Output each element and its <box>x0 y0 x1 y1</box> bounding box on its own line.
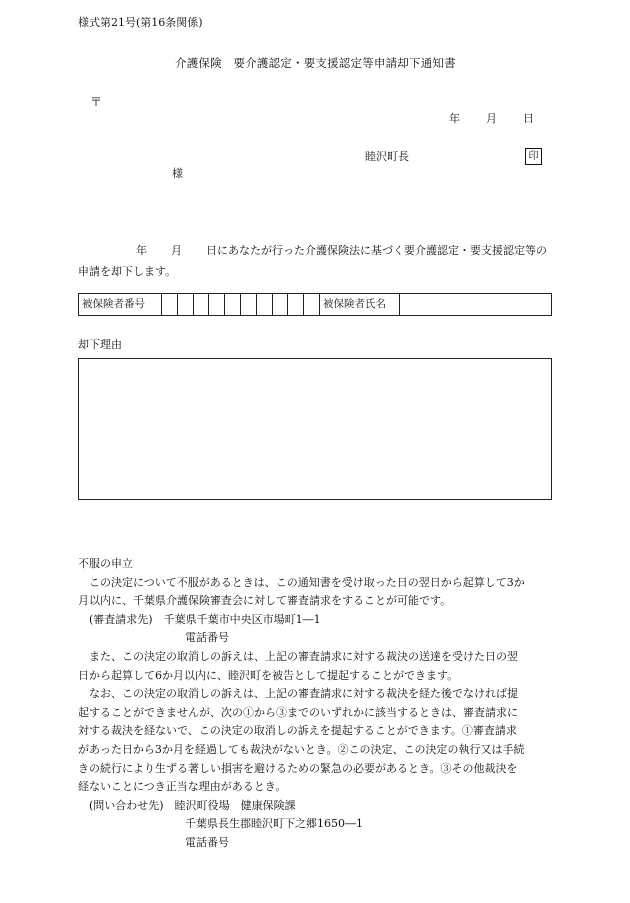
seal-stamp-box: 印 <box>525 148 542 165</box>
contact-office-line <box>78 797 558 816</box>
appeal-section <box>78 555 558 853</box>
appeal-line: この決定について不服があるときは、この通知書を受け取った日の翌日から起算して3か <box>89 575 525 589</box>
appeal-para2-line: 日から起算して6か月以内に、睦沢町を被告として提起することができます。 <box>78 668 459 682</box>
contact-office: 睦沢町役場 健康保険課 <box>174 798 296 812</box>
rejection-reason-label: 却下理由 <box>78 338 122 351</box>
rejection-reason-box[interactable] <box>78 358 552 500</box>
appeal-para3-line: きの続行により生ずる著しい損害を避けるための緊急の必要があるとき。③その他裁決を <box>78 761 518 775</box>
insured-number-digit-box[interactable] <box>288 294 304 315</box>
body-statement-text: 日にあなたが行った介護保険法に基づく要介護認定・要支援認定等の申請を却下します。 <box>78 244 547 278</box>
appeal-heading: 不服の申立 <box>78 557 133 570</box>
form-number: 様式第21号(第16条関係) <box>78 16 203 29</box>
insured-number-digit-box[interactable] <box>178 294 194 315</box>
appeal-para3-line: 起することができませんが、次の①から③までのいずれかに該当するときは、審査請求に <box>78 705 518 719</box>
date-month-label: 月 <box>486 112 497 125</box>
document-title: 介護保険 要介護認定・要支援認定等申請却下通知書 <box>175 56 456 70</box>
review-destination-label: (審査請求先) <box>89 612 153 626</box>
insured-number-label: 被保険者番号 <box>79 294 162 315</box>
insured-number-digit-box[interactable] <box>209 294 225 315</box>
insured-number-digit-box[interactable] <box>241 294 257 315</box>
contact-label: (問い合わせ先) <box>89 798 164 812</box>
appeal-para3-line: があった日から3か月を経過しても裁決がないとき。②この決定、この決定の執行又は手続 <box>78 742 525 756</box>
appeal-line: 月以内に、千葉県介護保険審査会に対して審査請求をすることが可能です。 <box>78 594 452 608</box>
contact-phone: 電話番号 <box>185 835 229 849</box>
insured-number-digit-box[interactable] <box>225 294 241 315</box>
appeal-para3-line: 対する裁決を経ないで、この決定の取消しの訴えを提起することができます。①審査請求 <box>78 724 517 738</box>
addressee-suffix: 様 <box>172 167 183 180</box>
issue-date <box>449 112 534 126</box>
review-destination <box>78 611 558 630</box>
insured-number-digit-box[interactable] <box>194 294 210 315</box>
insured-number-digit-box[interactable] <box>162 294 178 315</box>
insured-number-digit-box[interactable] <box>304 294 320 315</box>
rejection-statement <box>78 240 556 282</box>
insured-name-field[interactable] <box>400 294 551 315</box>
appeal-para2-line: また、この決定の取消しの訴えは、上記の審査請求に対する裁決の送達を受けた日の翌 <box>89 649 518 663</box>
insured-number-digit-box[interactable] <box>257 294 273 315</box>
insured-info-table <box>78 293 552 316</box>
body-month-label: 月 <box>171 244 182 257</box>
insured-name-label: 被保険者氏名 <box>320 294 400 315</box>
appeal-para3-line: 経ないことにつき正当な理由があるとき。 <box>78 780 287 794</box>
review-destination-phone: 電話番号 <box>185 631 229 645</box>
body-year-label: 年 <box>136 244 147 257</box>
appeal-para3-line: なお、この決定の取消しの訴えは、上記の審査請求に対する裁決を経た後でなければ提 <box>89 687 518 701</box>
review-destination-address: 千葉県千葉市中央区市場町1―1 <box>163 612 321 626</box>
date-year-label: 年 <box>449 112 460 125</box>
insured-number-digit-box[interactable] <box>273 294 289 315</box>
date-day-label: 日 <box>523 112 534 125</box>
issuer-mayor: 睦沢町長 <box>365 150 409 163</box>
contact-address: 千葉県長生郡睦沢町下之郷1650―1 <box>185 817 363 831</box>
postal-mark: 〒 <box>90 95 103 109</box>
